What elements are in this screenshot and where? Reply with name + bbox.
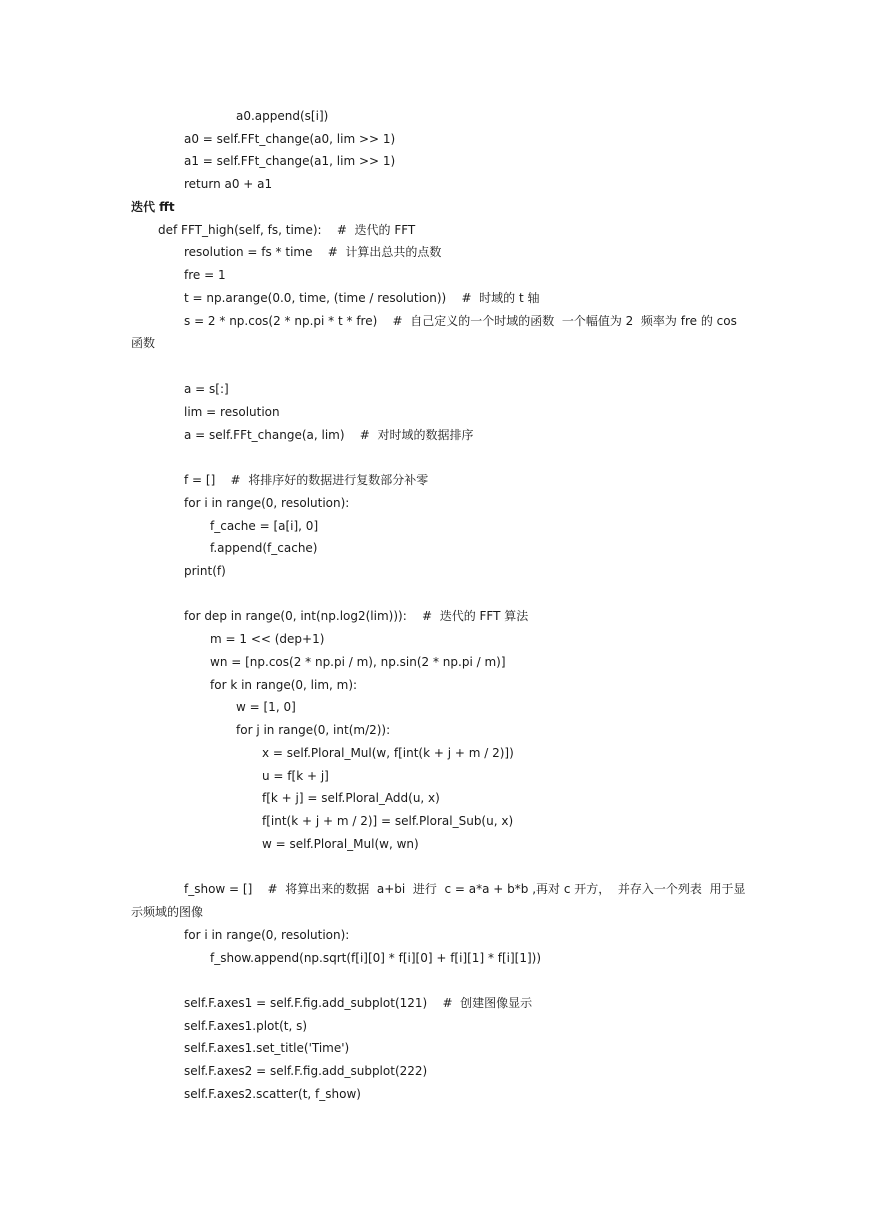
code-line: self.F.axes1.set_title('Time') (184, 1041, 350, 1055)
code-line: fre = 1 (184, 268, 226, 282)
code-line: u = f[k + j] (262, 769, 329, 783)
code-line: resolution = fs * time # 计算出总共的点数 (184, 245, 442, 259)
code-line: self.F.axes1.plot(t, s) (184, 1019, 308, 1033)
code-line: a = s[:] (184, 382, 229, 396)
code-line: t = np.arange(0.0, time, (time / resolution)) # 时域的 t 轴 (184, 291, 540, 305)
code-line: wn = [np.cos(2 * np.pi / m), np.sin(2 * np.pi / m)] (210, 655, 506, 669)
code-line: return a0 + a1 (184, 177, 273, 191)
code-line: print(f) (184, 564, 226, 578)
code-line: m = 1 << (dep+1) (210, 632, 325, 646)
code-line: for i in range(0, resolution): (184, 928, 350, 942)
code-line: a = self.FFt_change(a, lim) # 对时域的数据排序 (184, 428, 474, 442)
code-line: a0 = self.FFt_change(a0, lim >> 1) (184, 132, 396, 146)
code-line-wrap: 示频域的图像 (131, 905, 204, 919)
code-line: s = 2 * np.cos(2 * np.pi * t * fre) # 自己定义的一个时域的函数 一个幅值为 2 频率为 fre 的 cos (184, 314, 737, 328)
code-line: for dep in range(0, int(np.log2(lim))): # 迭代的 FFT 算法 (184, 609, 529, 623)
code-line: f_cache = [a[i], 0] (210, 519, 319, 533)
code-line: self.F.axes1 = self.F.fig.add_subplot(121) # 创建图像显示 (184, 996, 533, 1010)
code-line: a0.append(s[i]) (236, 109, 329, 123)
code-line: self.F.axes2 = self.F.fig.add_subplot(222) (184, 1064, 428, 1078)
code-line: x = self.Ploral_Mul(w, f[int(k + j + m / 2)]) (262, 746, 514, 760)
code-line: for k in range(0, lim, m): (210, 678, 358, 692)
code-line: f[k + j] = self.Ploral_Add(u, x) (262, 791, 440, 805)
code-line: f_show.append(np.sqrt(f[i][0] * f[i][0] + f[i][1] * f[i][1])) (210, 951, 542, 965)
code-line: for j in range(0, int(m/2)): (236, 723, 391, 737)
code-line: f_show = [] # 将算出来的数据 a+bi 进行 c = a*a + b*b ,再对 c 开方， 并存入一个列表 用于显 (184, 882, 746, 896)
code-line: a1 = self.FFt_change(a1, lim >> 1) (184, 154, 396, 168)
code-line: f.append(f_cache) (210, 541, 318, 555)
section-heading: 迭代 fft (131, 200, 175, 214)
code-line: f[int(k + j + m / 2)] = self.Ploral_Sub(u, x) (262, 814, 514, 828)
code-line: f = [] # 将排序好的数据进行复数部分补零 (184, 473, 429, 487)
code-line: w = [1, 0] (236, 700, 296, 714)
code-line: def FFT_high(self, fs, time): # 迭代的 FFT (158, 223, 416, 237)
code-line: lim = resolution (184, 405, 280, 419)
code-line: self.F.axes2.scatter(t, f_show) (184, 1087, 361, 1101)
code-line: for i in range(0, resolution): (184, 496, 350, 510)
code-line-wrap: 函数 (131, 336, 156, 350)
code-line: w = self.Ploral_Mul(w, wn) (262, 837, 419, 851)
